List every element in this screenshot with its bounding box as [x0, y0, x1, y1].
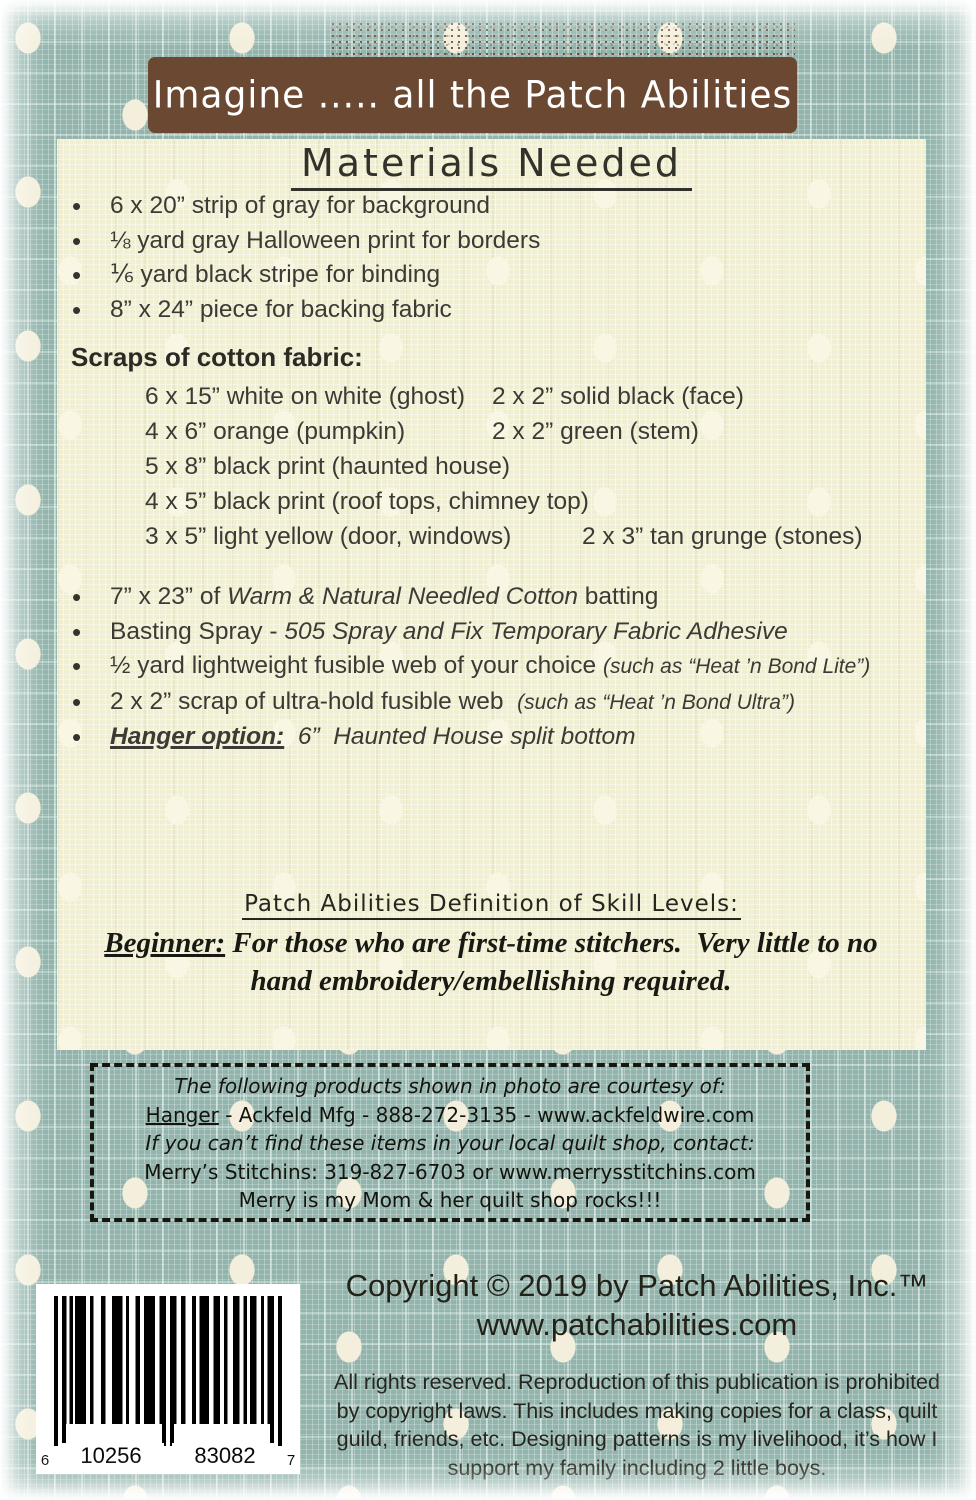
bullet-icon: •: [72, 686, 82, 717]
skill-term: Beginner:: [104, 927, 226, 959]
barcode-guard-middle: [162, 1296, 174, 1446]
scrap-row: 5 x 8” black print (haunted house): [145, 453, 510, 480]
scraps-list: [145, 379, 915, 554]
upc-barcode: [36, 1284, 300, 1474]
page-title: Materials Needed: [57, 141, 926, 191]
notions-item: • ½ yard lightweight fusible web of your choice (such as “Heat ’n Bond Lite”): [63, 649, 908, 685]
scrap-row: 3 x 5” light yellow (door, windows) 2 x 3” tan grunge (stones): [145, 523, 863, 550]
materials-panel: [57, 139, 926, 1050]
materials-item: • ⅙ yard black stripe for binding: [63, 258, 883, 293]
notions-item-hanger-option: • Hanger option: 6” Haunted House split bottom: [63, 720, 908, 755]
materials-list: [63, 189, 883, 327]
scrap-row: 4 x 5” black print (roof tops, chimney top): [145, 488, 589, 515]
scraps-heading: Scraps of cotton fabric:: [71, 342, 363, 372]
courtesy-line: The following products shown in photo are courtesy of:: [174, 1074, 726, 1098]
courtesy-line: If you can’t find these items in your local quilt shop, contact:: [145, 1131, 755, 1155]
barcode-guard-left: [54, 1296, 66, 1446]
bullet-icon: •: [72, 191, 82, 221]
courtesy-line: Merry’s Stitchins: 319-827-6703 or www.merrysstitchins.com: [144, 1159, 756, 1184]
skill-levels-heading: Patch Abilities Definition of Skill Levels:: [57, 891, 926, 920]
materials-item: • 8” x 24” piece for backing fabric: [63, 293, 883, 328]
notions-item: • Basting Spray - 505 Spray and Fix Temporary Fabric Adhesive: [63, 615, 908, 650]
scrap-row: 6 x 15” white on white (ghost) 2 x 2” solid black (face): [145, 383, 744, 410]
bullet-icon: •: [72, 260, 82, 290]
brand-banner-title: Imagine ..... all the Patch Abilities: [152, 73, 793, 117]
barcode-guard-right: [270, 1296, 282, 1446]
notions-item: • 7” x 23” of Warm & Natural Needled Cotton batting: [63, 580, 908, 615]
courtesy-line: Merry is my Mom & her quilt shop rocks!!!: [238, 1188, 662, 1212]
bullet-icon: •: [72, 722, 82, 752]
copyright-line: Copyright © 2019 by Patch Abilities, Inc.™: [345, 1268, 929, 1303]
copyright-block: [330, 1266, 944, 1344]
rights-reserved-text: All rights reserved. Reproduction of this publication is prohibited by copyright laws. This includes making copies for a class, quilt guild, friends, etc. Designing patterns is my livelihood, it’s how I support my family including 2 little boys.: [334, 1370, 940, 1480]
bullet-icon: •: [72, 651, 82, 681]
materials-item: • ⅛ yard gray Halloween print for borders: [63, 224, 883, 259]
bullet-icon: •: [72, 582, 82, 612]
brand-banner: [148, 57, 797, 133]
bullet-icon: •: [72, 294, 82, 325]
courtesy-line-hanger: Hanger - Ackfeld Mfg - 888-272-3135 - www.ackfeldwire.com: [145, 1102, 755, 1127]
bullet-icon: •: [72, 225, 82, 256]
spray-texture-strip: [330, 22, 795, 60]
materials-item: • 6 x 20” strip of gray for background: [63, 189, 883, 224]
scrap-row: 4 x 6” orange (pumpkin) 2 x 2” green (stem): [145, 418, 699, 445]
notions-list: [63, 580, 908, 755]
courtesy-box: [90, 1063, 810, 1222]
notions-item: • 2 x 2” scrap of ultra-hold fusible web (such as “Heat ’n Bond Ultra”): [63, 685, 908, 721]
website-line: www.patchabilities.com: [476, 1307, 798, 1342]
barcode-digits: 6 10256 83082 7: [40, 1443, 296, 1469]
bullet-icon: •: [72, 616, 82, 647]
skill-level-definition: Beginner: For those who are first-time stitchers. Very little to no hand embroidery/embellishing required.: [104, 927, 885, 997]
